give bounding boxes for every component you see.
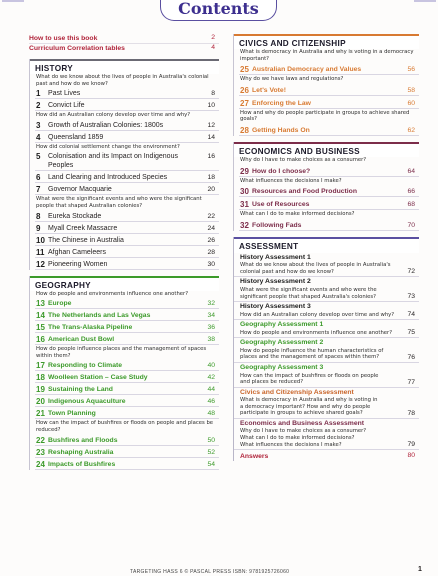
- entry-label: Australian Democracy and Values: [252, 66, 362, 74]
- entry-number: 22: [36, 435, 45, 445]
- entry-page: 12: [207, 121, 215, 129]
- entry-label: Bushfires and Floods: [48, 436, 118, 444]
- entry-number: 32: [240, 220, 249, 230]
- toc-entry[interactable]: [30, 309, 219, 320]
- entry-divider: [239, 74, 419, 75]
- entry-page: 46: [207, 398, 215, 406]
- toc-entry[interactable]: [30, 246, 219, 257]
- page-footer: TARGETING HASS 6 © PASCAL PRESS ISBN: 9781925726060: [130, 569, 290, 575]
- entry-label: Curriculum Correlation tables: [29, 45, 125, 52]
- entry-number: 20: [36, 397, 45, 407]
- section-heading: ASSESSMENT: [234, 237, 419, 253]
- assessment-question: What influences the decisions I make?: [240, 441, 342, 448]
- entry-number: 24: [36, 459, 45, 469]
- entry-number: 13: [36, 299, 45, 309]
- toc-entry[interactable]: [234, 96, 419, 108]
- assessment-entry[interactable]: [234, 253, 419, 277]
- entry-divider: [35, 194, 219, 195]
- assessment-question: What were the significant events and who were the: [240, 286, 377, 293]
- entry-number: 3: [36, 120, 41, 130]
- entry-label: Eureka Stockade: [48, 212, 102, 220]
- entry-label: Afghan Cameleers: [48, 248, 106, 256]
- entry-divider: [35, 469, 219, 470]
- entry-page: 48: [207, 410, 215, 418]
- entry-number: 23: [36, 447, 45, 457]
- toc-entry[interactable]: [30, 234, 219, 245]
- assessment-entry[interactable]: [234, 320, 419, 337]
- assessment-section: [233, 237, 419, 462]
- toc-entry[interactable]: [30, 131, 219, 142]
- left-column: [29, 34, 219, 470]
- assessment-question: a democracy important? How and why do people: [240, 403, 371, 410]
- answers-entry[interactable]: [234, 450, 419, 461]
- assessment-question: What can I do to make informed decisions?: [240, 435, 355, 442]
- assessment-entry[interactable]: [234, 302, 419, 319]
- entry-label: Use of Resources: [252, 201, 310, 209]
- section-heading: GEOGRAPHY: [30, 276, 219, 291]
- entry-label: Queensland 1859: [48, 133, 104, 141]
- entry-number: 14: [36, 311, 45, 321]
- toc-entry[interactable]: [30, 183, 219, 194]
- toc-entry[interactable]: [30, 333, 219, 344]
- entry-label: Responding to Climate: [48, 362, 123, 370]
- toc-entry[interactable]: [30, 87, 219, 98]
- guiding-question: What is democracy in Australia and why is voting in a democracy important?: [240, 49, 414, 62]
- entry-number: 26: [240, 85, 249, 95]
- entry-page: 64: [407, 167, 415, 175]
- toc-entry[interactable]: [30, 210, 219, 221]
- assessment-title: Economics and Business Assessment: [240, 419, 365, 427]
- guiding-question: How and why do people participate in groups to achieve shared goals?: [240, 109, 410, 123]
- entry-number: 28: [240, 125, 249, 135]
- entry-number: 10: [36, 235, 45, 245]
- entry-label: How to use this book: [29, 35, 98, 42]
- entry-label: Myall Creek Massacre: [48, 224, 118, 232]
- right-column: [233, 34, 419, 461]
- entry-number: 1: [36, 89, 41, 99]
- entry-page: 2: [211, 34, 215, 41]
- entry-number: 9: [36, 223, 41, 233]
- entry-label: The Trans-Alaska Pipeline: [48, 324, 133, 332]
- front-matter-entry[interactable]: [29, 44, 219, 53]
- guiding-question: What do we know about the lives of people in Australia's colonial past and how do we know?: [36, 74, 209, 87]
- assessment-question: How do people influence the human characteristics of: [240, 347, 384, 354]
- entry-page: 72: [407, 268, 415, 276]
- toc-entry[interactable]: [30, 395, 219, 406]
- entry-page: 60: [407, 99, 415, 107]
- entry-page: 58: [407, 86, 415, 94]
- guiding-question: Why do I have to make choices as a consumer?: [240, 156, 367, 163]
- entry-page: 34: [207, 312, 215, 320]
- entry-page: 78: [407, 409, 415, 417]
- assessment-entry[interactable]: [234, 363, 419, 387]
- guiding-question: What were the significant events and who were the significant people that shaped Australian colonies?: [36, 196, 202, 209]
- section-heading: CIVICS AND CITIZENSHIP: [234, 34, 419, 49]
- entry-page: 22: [207, 212, 215, 220]
- entry-label: Indigenous Aquaculture: [48, 398, 126, 406]
- entry-label: Europe: [48, 300, 72, 308]
- entry-number: 30: [240, 187, 249, 197]
- entry-label: Land Clearing and Introduced Species: [48, 174, 168, 182]
- history-section: [29, 59, 219, 270]
- title-box: [160, 0, 277, 21]
- assessment-entry[interactable]: [234, 277, 419, 301]
- entry-divider: [35, 142, 219, 143]
- entry-page: 79: [407, 441, 415, 449]
- toc-entry[interactable]: [30, 297, 219, 308]
- toc-entry[interactable]: [30, 99, 219, 110]
- assessment-question: What do we know about the lives of people in Australia's: [240, 262, 391, 269]
- entry-label: The Chinese in Australia: [48, 236, 124, 244]
- entry-page: 44: [207, 386, 215, 394]
- entry-label: How do I choose?: [252, 167, 311, 175]
- toc-entry[interactable]: [30, 258, 219, 269]
- entry-number: 8: [36, 211, 41, 221]
- toc-entry[interactable]: [30, 371, 219, 382]
- entry-label: Town Planning: [48, 410, 96, 418]
- guiding-question: How did an Australian colony develop over time and why?: [36, 112, 191, 119]
- entry-label: Reshaping Australia: [48, 448, 114, 456]
- entry-label: Governor Macquarie: [48, 186, 112, 194]
- assessment-question: How do people and environments influence one another?: [240, 329, 393, 336]
- front-matter: [29, 34, 219, 53]
- entry-label: Getting Hands On: [252, 126, 310, 134]
- section-heading: ECONOMICS AND BUSINESS: [234, 142, 419, 157]
- entry-label: Growth of Australian Colonies: 1800s: [48, 121, 164, 129]
- toc-entry[interactable]: [30, 383, 219, 394]
- front-matter-entry[interactable]: [29, 34, 219, 44]
- entry-page: 80: [407, 452, 415, 460]
- entry-number: 19: [36, 385, 45, 395]
- entry-page: 74: [407, 311, 415, 319]
- guiding-question: How do people and environments influence one another?: [36, 290, 189, 297]
- entry-label: Let's Vote!: [252, 86, 286, 94]
- entry-number: 11: [36, 247, 45, 257]
- page-header: [0, 0, 438, 26]
- entry-divider: [35, 110, 219, 111]
- entry-page: 20: [207, 186, 215, 194]
- entry-number: 6: [36, 173, 41, 183]
- guiding-question: How do people influence places and the management of spaces within them?: [36, 346, 207, 359]
- entry-number: 27: [240, 98, 249, 108]
- assessment-question: significant people that shaped Australia's colonies?: [240, 293, 376, 300]
- toc-entry[interactable]: [30, 150, 219, 170]
- entry-label: Woolleen Station – Case Study: [48, 374, 148, 382]
- guiding-question: How did colonial settlement change the environment?: [36, 143, 180, 150]
- assessment-title: Geography Assessment 1: [240, 321, 324, 329]
- entry-page: 28: [207, 248, 215, 256]
- entry-page: 50: [207, 436, 215, 444]
- entry-page: 10: [207, 102, 215, 110]
- entry-number: 7: [36, 185, 41, 195]
- entry-number: 15: [36, 323, 45, 333]
- toc-entry[interactable]: [30, 119, 219, 130]
- toc-entry[interactable]: [234, 62, 419, 74]
- assessment-question: participate in groups to achieve shared goals?: [240, 410, 363, 417]
- header-decoration: [414, 0, 436, 2]
- entry-number: 17: [36, 361, 45, 371]
- entry-page: 8: [211, 90, 215, 98]
- entry-page: 62: [407, 126, 415, 134]
- entry-page: 42: [207, 374, 215, 382]
- toc-entry[interactable]: [30, 359, 219, 370]
- assessment-title: History Assessment 1: [240, 253, 311, 261]
- entry-divider: [35, 418, 219, 419]
- entry-page: 38: [207, 336, 215, 344]
- guiding-question: What can I do to make informed decisions?: [240, 211, 355, 218]
- entry-label: Sustaining the Land: [48, 386, 113, 394]
- entry-page: 56: [407, 66, 415, 74]
- entry-label: Colonisation and its Impact on Indigenous Peoples: [48, 153, 178, 170]
- toc-entry[interactable]: [30, 222, 219, 233]
- assessment-question: How did an Australian colony develop over time and why?: [240, 311, 395, 318]
- entry-page: 54: [207, 460, 215, 468]
- assessment-question: and places be reduced?: [240, 379, 304, 386]
- entry-number: 21: [36, 409, 45, 419]
- entry-page: 75: [407, 329, 415, 337]
- entry-page: 16: [207, 153, 215, 161]
- toc-entry[interactable]: [234, 184, 419, 196]
- entry-number: 29: [240, 166, 249, 176]
- section-heading: HISTORY: [30, 59, 219, 74]
- assessment-question: places and the management of spaces within them?: [240, 354, 380, 361]
- toc-entry[interactable]: [234, 197, 419, 209]
- assessment-title: Geography Assessment 2: [240, 339, 324, 347]
- entry-page: 4: [211, 44, 215, 51]
- assessment-entry[interactable]: [234, 419, 419, 449]
- entry-number: 5: [36, 152, 41, 162]
- entry-divider: [239, 108, 419, 109]
- assessment-question: What is democracy in Australia and why is voting in: [240, 397, 378, 404]
- entry-page: 36: [207, 324, 215, 332]
- entry-divider: [239, 230, 419, 231]
- toc-entry[interactable]: [234, 123, 419, 135]
- entry-label: Answers: [240, 453, 269, 461]
- entry-number: 31: [240, 200, 249, 210]
- toc-entry[interactable]: [30, 407, 219, 418]
- entry-page: 40: [207, 362, 215, 370]
- entry-divider: [239, 135, 419, 136]
- entry-page: 70: [407, 221, 415, 229]
- entry-page: 73: [407, 293, 415, 301]
- entry-number: 2: [36, 101, 41, 111]
- entry-page: 30: [207, 260, 215, 268]
- entry-label: The Netherlands and Las Vegas: [48, 312, 151, 320]
- header-decoration: [2, 0, 24, 2]
- entry-page: 66: [407, 188, 415, 196]
- economics-section: [233, 142, 419, 231]
- page-title: Contents: [178, 0, 259, 18]
- entry-label: Following Fads: [252, 221, 302, 229]
- toc-entry[interactable]: [30, 321, 219, 332]
- entry-page: 76: [407, 354, 415, 361]
- assessment-question: Why do I have to make choices as a consumer?: [240, 428, 367, 435]
- toc-entry[interactable]: [30, 171, 219, 182]
- entry-divider: [35, 344, 219, 345]
- toc-entry[interactable]: [234, 164, 419, 176]
- entry-number: 16: [36, 335, 45, 345]
- entry-number: 18: [36, 373, 45, 383]
- entry-page: 52: [207, 448, 215, 456]
- entry-divider: [35, 269, 219, 270]
- guiding-question: Why do we have laws and regulations?: [240, 76, 344, 83]
- entry-page: 77: [407, 378, 415, 386]
- toc-entry[interactable]: [234, 218, 419, 230]
- entry-number: 4: [36, 132, 41, 142]
- entry-page: 32: [207, 300, 215, 308]
- page-number: 1: [418, 566, 422, 573]
- toc-entry[interactable]: [234, 83, 419, 95]
- entry-page: 68: [407, 201, 415, 209]
- entry-page: 26: [207, 236, 215, 244]
- assessment-question: colonial past and how do we know?: [240, 268, 334, 275]
- entry-label: Enforcing the Law: [252, 99, 311, 107]
- entry-number: 25: [240, 65, 249, 75]
- entry-page: 18: [207, 174, 215, 182]
- guiding-question: What influences the decisions I make?: [240, 177, 342, 184]
- assessment-title: Geography Assessment 3: [240, 364, 324, 371]
- entry-page: 24: [207, 224, 215, 232]
- entry-label: Pioneering Women: [48, 260, 108, 268]
- geography-section: [29, 276, 219, 470]
- assessment-title: History Assessment 2: [240, 278, 311, 286]
- assessment-entry[interactable]: [234, 388, 419, 418]
- guiding-question: How can the impact of bushfires or floods on people and places be reduced?: [36, 420, 214, 433]
- civics-section: [233, 34, 419, 136]
- toc-entry[interactable]: [30, 446, 219, 457]
- assessment-question: How can the impact of bushfires or floods on people: [240, 372, 379, 379]
- toc-entry[interactable]: [30, 434, 219, 445]
- entry-label: Convict Life: [48, 102, 85, 110]
- assessment-title: Civics and Citizenship Assessment: [240, 388, 354, 396]
- entry-number: 12: [36, 259, 45, 269]
- entry-page: 14: [207, 133, 215, 141]
- entry-label: American Dust Bowl: [48, 336, 115, 344]
- entry-divider: [239, 209, 419, 210]
- assessment-entry[interactable]: [234, 338, 419, 362]
- entry-label: Impacts of Bushfires: [48, 460, 116, 468]
- entry-label: Past Lives: [48, 90, 81, 98]
- assessment-title: History Assessment 3: [240, 303, 311, 311]
- entry-divider: [239, 176, 419, 177]
- toc-entry[interactable]: [30, 458, 219, 469]
- entry-label: Resources and Food Production: [252, 188, 357, 196]
